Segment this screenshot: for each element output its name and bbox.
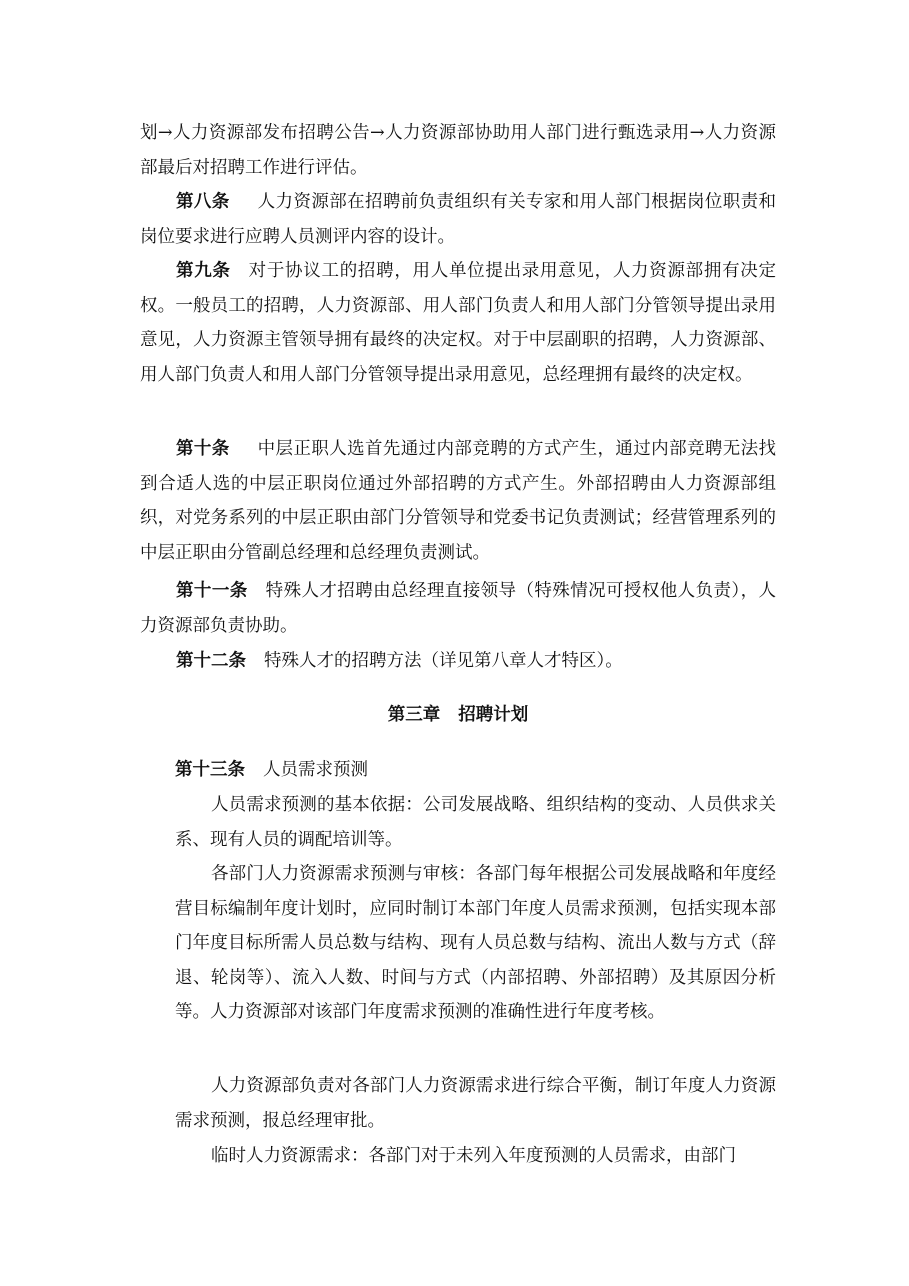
- article-12-label: 第十二条: [176, 651, 246, 671]
- article-13-p4-text: 临时人力资源需求：各部门对于未列入年度预测的人员需求，由部门: [211, 1146, 736, 1166]
- chapter-heading: [140, 698, 776, 733]
- article-8-text: 人力资源部在招聘前负责组织有关专家和用人部门根据岗位职责和岗位要求进行应聘人员测评内容的设计。: [140, 192, 777, 247]
- article-11-text: 特殊人才招聘由总经理直接领导（特殊情况可授权他人负责），人力资源部负责协助。: [140, 581, 776, 636]
- article-13-title: 人员需求预测: [263, 760, 368, 780]
- article-13-p3-text: 人力资源部负责对各部门人力资源需求进行综合平衡，制订年度人力资源需求预测，报总经理审批。: [175, 1076, 776, 1131]
- article-12-text: 特殊人才的招聘方法（详见第八章人才特区）。: [264, 651, 623, 671]
- article-10: [140, 432, 776, 570]
- article-10-label: 第十条: [176, 439, 230, 459]
- article-9-label: 第九条: [176, 261, 231, 281]
- article-13-p1-text: 人员需求预测的基本依据：公司发展战略、组织结构的变动、人员供求关系、现有人员的调配培训等。: [175, 795, 776, 850]
- article-9-text: 对于协议工的招聘，用人单位提出录用意见，人力资源部拥有决定权。一般员工的招聘，人力资源部、用人部门负责人和用人部门分管领导提出录用意见，人力资源主管领导拥有最终的决定权。对于中层副职的招聘，人力资源部、用人部门负责人和用人部门分管领导提出录用意见，总经理拥有最终的决定权。: [140, 261, 777, 385]
- article-13-paragraph-4: [175, 1139, 776, 1174]
- chapter-title: 招聘计划: [458, 705, 529, 725]
- article-10-text: 中层正职人选首先通过内部竞聘的方式产生，通过内部竞聘无法找到合适人选的中层正职岗位通过外部招聘的方式产生。外部招聘由人力资源部组织，对党务系列的中层正职由部门分管领导和党委书记负责测试；经营管理系列的中层正职由分管副总经理和总经理负责测试。: [140, 439, 777, 563]
- continuation-paragraph: [140, 116, 776, 185]
- article-13-paragraph-2: [175, 857, 776, 1030]
- article-13-p2-text: 各部门人力资源需求预测与审核：各部门每年根据公司发展战略和年度经营目标编制年度计划时，应同时制订本部门年度人员需求预测，包括实现本部门年度目标所需人员总数与结构、现有人员总数与结构、流出人数与方式（辞退、轮岗等）、流入人数、时间与方式（内部招聘、外部招聘）及其原因分析等。人力资源部对该部门年度需求预测的准确性进行年度考核。: [175, 864, 776, 1022]
- article-13-paragraph-3: [175, 1069, 776, 1138]
- article-8-label: 第八条: [176, 192, 230, 212]
- article-8: [140, 185, 776, 254]
- article-13-paragraph-1: [175, 788, 776, 857]
- article-9: [140, 254, 776, 392]
- article-12: [140, 644, 776, 679]
- article-11-label: 第十一条: [176, 581, 248, 601]
- continuation-text: 划→人力资源部发布招聘公告→人力资源部协助用人部门进行甄选录用→人力资源部最后对招聘工作进行评估。: [140, 123, 776, 178]
- article-13-heading: [175, 753, 776, 788]
- article-11: [140, 574, 776, 643]
- chapter-number: 第三章: [387, 705, 441, 725]
- article-13-label: 第十三条: [175, 760, 245, 780]
